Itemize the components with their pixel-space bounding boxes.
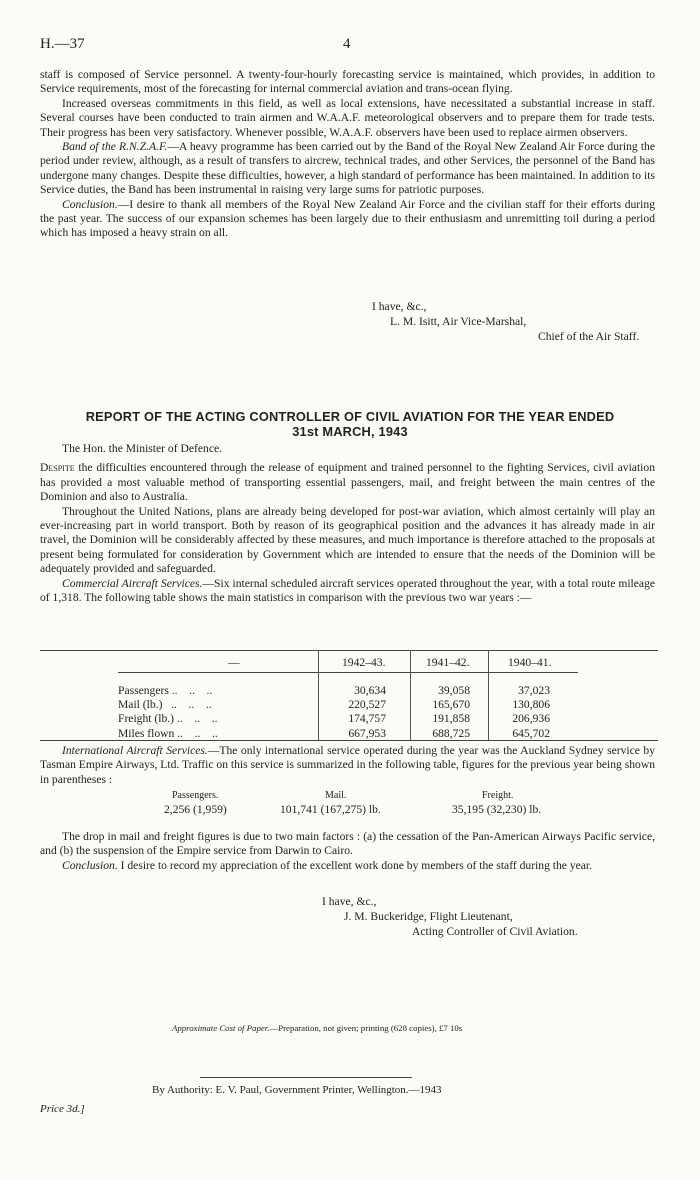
- summary-header: Passengers.: [172, 790, 219, 801]
- addressee: The Hon. the Minister of Defence.: [62, 442, 223, 455]
- paragraph-heading: Commercial Aircraft Services.: [62, 576, 203, 590]
- signature-greeting: I have, &c.,: [322, 895, 377, 908]
- summary-value: 2,256 (1,959): [164, 803, 227, 816]
- report-body: [40, 442, 655, 605]
- paragraph: [40, 577, 655, 606]
- paragraph-text: —I desire to thank all members of the Royal New Zealand Air Force and the civilian staff for their efforts during the past year. The success of our expansion schemes has been largely due to their enthusiasm and unremitting toil during a period which has imposed a heavy strain on all.: [40, 197, 655, 240]
- cell: 165,670: [432, 698, 470, 712]
- document-reference: H.—37: [40, 36, 85, 52]
- paragraph-heading: Conclusion.: [62, 197, 118, 211]
- table-row: [118, 684, 578, 698]
- row-label: Miles flown .. .. ..: [118, 726, 218, 740]
- paragraph: [40, 859, 655, 873]
- paragraph: Increased overseas commitments in this field, as well as local extensions, have necessitated a substantial increase in staff. Several courses have been conducted to train airmen and W.A.A.F. meteorological observers and to prepare them for trade tests. Their progress has been very satisfactory. Whenever possible, W.A.A.F. observers have been used to replace airmen observers.: [40, 96, 655, 139]
- summary-value: 35,195 (32,230) lb.: [452, 803, 542, 816]
- cell: 667,953: [348, 726, 386, 740]
- footer-rule: [200, 1077, 412, 1078]
- signature-name: L. M. Isitt, Air Vice-Marshal,: [390, 315, 527, 328]
- drop-word: Despite: [40, 461, 75, 475]
- page-number: 4: [343, 36, 351, 52]
- paragraph-text: —Six internal scheduled aircraft services operated throughout the year, with a total route mileage of 1,318. The following table shows the main statistics in comparison with the previous two war years :—: [40, 576, 656, 605]
- paragraph-text: —The only international service operated during the year was the Auckland Sydney service by Tasman Empire Airways, Ltd. Traffic on this service is summarized in the following table, figures for the previous year being shown in parentheses :: [40, 744, 656, 786]
- report-title-line: REPORT OF THE ACTING CONTROLLER OF CIVIL AVIATION FOR THE YEAR ENDED: [85, 409, 615, 424]
- cell: 191,858: [432, 712, 470, 726]
- conclusion-section: [40, 830, 655, 873]
- cell: 645,702: [512, 726, 550, 740]
- cell: 37,023: [518, 684, 550, 697]
- table-row: [118, 712, 578, 726]
- paragraph-heading: Band of the R.N.Z.A.F.: [62, 140, 168, 154]
- cost-label: Approximate Cost of Paper.: [172, 1023, 270, 1033]
- cell: 220,527: [348, 698, 386, 712]
- summary-header: Freight.: [482, 790, 514, 801]
- cell: 688,725: [432, 726, 470, 740]
- cell: 39,058: [438, 684, 470, 697]
- cell: 30,634: [354, 684, 386, 697]
- row-label: Freight (lb.) .. .. ..: [118, 712, 218, 726]
- column-header: 1942–43.: [342, 656, 386, 669]
- cell: 206,936: [512, 712, 550, 726]
- paragraph: [40, 140, 655, 198]
- summary-header: Mail.: [325, 790, 347, 801]
- paragraph-text: I desire to record my appreciation of the excellent work done by members of the staff during the year.: [117, 858, 593, 872]
- signature-greeting: I have, &c.,: [372, 300, 427, 313]
- row-label: Passengers .. .. ..: [118, 684, 213, 697]
- paragraph: staff is composed of Service personnel. A twenty-four-hourly forecasting service is maintained, which provides, in addition to Service requirements, most of the forecasting for internal commercial aviation and trans-ocean flying.: [40, 68, 655, 96]
- column-header: 1941–42.: [426, 656, 470, 669]
- row-label: Mail (lb.) .. .. ..: [118, 698, 212, 712]
- paragraph-heading: Conclusion.: [62, 858, 118, 872]
- summary-value: 101,741 (167,275) lb.: [280, 803, 381, 816]
- cost-text: —Preparation, not given; printing (628 copies), £7 10s: [269, 1023, 463, 1033]
- price: Price 3d.]: [40, 1103, 85, 1115]
- paragraph-text: —A heavy programme has been carried out by the Band of the Royal New Zealand Air Force during the period under review, although, as a result of transfers to aircrew, technical trades, and other Services, the personnel of the Band has undergone many changes. Despite these difficulties, however, a high standard of performance has been maintained. In addition to its Service duties, the Band has been instrumental in raising very large sums for patriotic purposes.: [40, 140, 655, 197]
- report-title: [40, 409, 660, 439]
- paragraph: The drop in mail and freight figures is due to two main factors : (a) the cessation of the Pan-American Airways Pacific service, and (b) the suspension of the Empire service from Darwin to Cairo.: [40, 830, 655, 858]
- table-header-rule: [118, 672, 578, 673]
- statistics-table: [118, 684, 578, 741]
- table-row: [118, 727, 578, 741]
- table-top-rule: [40, 650, 658, 651]
- air-staff-section: [40, 68, 655, 241]
- paragraph: Throughout the United Nations, plans are already being developed for post-war aviation, which almost certainly will play an ever-increasing part in world transport. Both by reason of its geographical position and the advances it has already made in air travel, the Dominion will be considerably affected by these measures, and much importance is therefore attached to the proposals at present being formulated for consideration by Government which are intended to ensure that the needs of the Dominion will be adequately provided and safeguarded.: [40, 504, 655, 576]
- paragraph-heading: International Aircraft Services.: [62, 744, 208, 757]
- paragraph: [40, 744, 655, 787]
- signature-title: Acting Controller of Civil Aviation.: [412, 925, 578, 938]
- table-row: [118, 698, 578, 712]
- paragraph: [40, 461, 655, 504]
- cell: 130,806: [512, 698, 550, 712]
- cell: 174,757: [348, 712, 386, 726]
- column-header: 1940–41.: [508, 656, 552, 669]
- printer-imprint: By Authority: E. V. Paul, Government Printer, Wellington.—1943: [152, 1084, 442, 1096]
- cost-note: [172, 1023, 672, 1033]
- international-section: [40, 744, 655, 787]
- signature-name: J. M. Buckeridge, Flight Lieutenant,: [344, 910, 513, 923]
- paragraph-text: the difficulties encountered through the release of equipment and trained personnel to the fighting Services, civil aviation has provided a most valuable method of transporting essential passengers, mail, and freight between the main centres of the Dominion and also to Australia.: [40, 461, 655, 504]
- table-corner: —: [228, 656, 240, 669]
- paragraph: [40, 198, 655, 241]
- report-title-line: 31st MARCH, 1943: [292, 424, 408, 439]
- signature-title: Chief of the Air Staff.: [538, 330, 640, 343]
